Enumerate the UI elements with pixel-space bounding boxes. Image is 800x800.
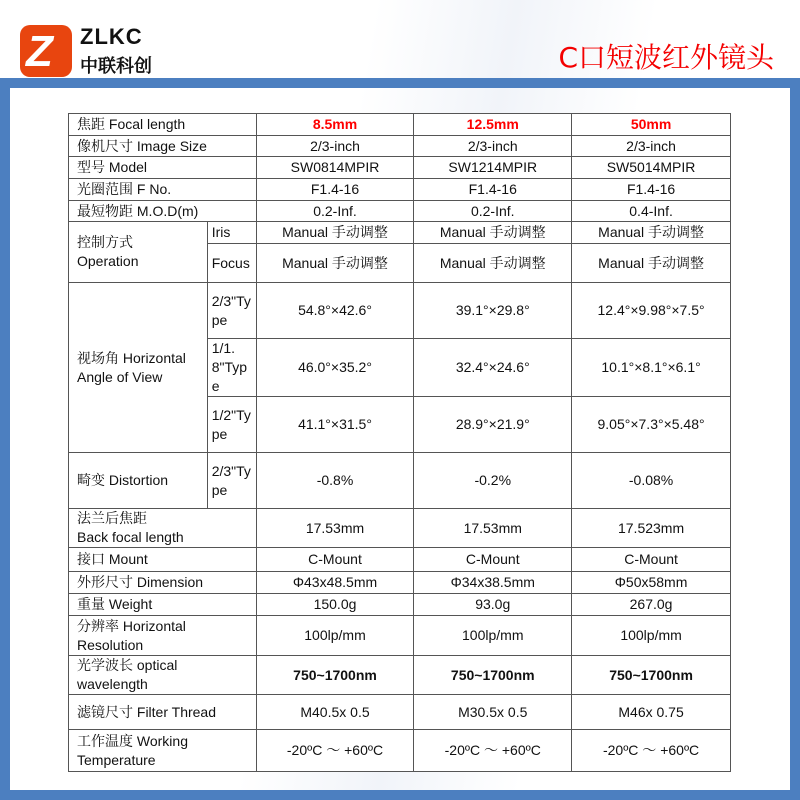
table-row (69, 509, 731, 548)
cell: -0.2% (414, 453, 572, 509)
cell: 100lp/mm (414, 616, 572, 656)
cell: -20ºC ～ +60ºC (572, 730, 731, 772)
logo-en: ZLKC (80, 24, 143, 49)
cell: 28.9°×21.9° (414, 397, 572, 453)
cell: Manual 手动调整 (256, 244, 414, 283)
cell: M46x 0.75 (572, 695, 731, 730)
cell: 150.0g (256, 594, 414, 616)
cell: C-Mount (256, 548, 414, 572)
label-en: Operation (77, 253, 139, 269)
table-row (69, 572, 731, 594)
cell: Φ43x48.5mm (256, 572, 414, 594)
table-row (69, 453, 731, 509)
label-cn: 控制方式 (77, 234, 133, 250)
sub-label: Focus (207, 244, 256, 283)
row-label: 工作温度 Working Temperature (69, 730, 257, 772)
frame-border (790, 78, 800, 800)
cell: 50mm (572, 114, 731, 136)
cell: 17.523mm (572, 509, 731, 548)
cell: 41.1°×31.5° (256, 397, 414, 453)
cell: 0.2-Inf. (414, 201, 572, 222)
cell: SW0814MPIR (256, 157, 414, 179)
row-label (69, 509, 257, 548)
cell: 8.5mm (256, 114, 414, 136)
row-label: 滤镜尺寸 Filter Thread (69, 695, 257, 730)
cell: 267.0g (572, 594, 731, 616)
row-label: 型号 Model (69, 157, 257, 179)
cell: F1.4-16 (414, 179, 572, 201)
cell: -0.8% (256, 453, 414, 509)
row-label: 最短物距 M.O.D(m) (69, 201, 257, 222)
row-label: 畸变 Distortion (69, 453, 208, 509)
cell: 46.0°×35.2° (256, 339, 414, 397)
table-row (69, 201, 731, 222)
sub-label: 2/3"Type (207, 283, 256, 339)
cell: 93.0g (414, 594, 572, 616)
cell: Manual 手动调整 (414, 244, 572, 283)
cell: 9.05°×7.3°×5.48° (572, 397, 731, 453)
row-label (69, 222, 208, 283)
cell: F1.4-16 (572, 179, 731, 201)
cell: SW5014MPIR (572, 157, 731, 179)
cell: C-Mount (414, 548, 572, 572)
cell: F1.4-16 (256, 179, 414, 201)
label-en: Back focal length (77, 529, 184, 545)
sub-label: 2/3"Type (207, 453, 256, 509)
table-row (69, 179, 731, 201)
cell: 12.4°×9.98°×7.5° (572, 283, 731, 339)
row-label: 重量 Weight (69, 594, 257, 616)
cell: -0.08% (572, 453, 731, 509)
table-row (69, 656, 731, 695)
cell: Manual 手动调整 (256, 222, 414, 244)
cell: 0.4-Inf. (572, 201, 731, 222)
row-label: 外形尺寸 Dimension (69, 572, 257, 594)
row-label: 像机尺寸 Image Size (69, 136, 257, 157)
page-title: C口短波红外镜头 (558, 41, 774, 74)
cell: Φ34x38.5mm (414, 572, 572, 594)
cell: C-Mount (572, 548, 731, 572)
cell: 54.8°×42.6° (256, 283, 414, 339)
cell: 32.4°×24.6° (414, 339, 572, 397)
cell: 100lp/mm (572, 616, 731, 656)
table-row (69, 157, 731, 179)
cell: 100lp/mm (256, 616, 414, 656)
table-row (69, 136, 731, 157)
cell: 750~1700nm (256, 656, 414, 695)
cell: 2/3-inch (414, 136, 572, 157)
frame-border (0, 78, 800, 88)
table-row (69, 695, 731, 730)
table-row (69, 114, 731, 136)
table-row (69, 548, 731, 572)
sub-label: 1/1.8"Type (207, 339, 256, 397)
frame-border (0, 78, 10, 800)
table-row (69, 616, 731, 656)
row-label: 光圈范围 F No. (69, 179, 257, 201)
row-label: 分辨率 Horizontal Resolution (69, 616, 257, 656)
logo (20, 24, 152, 78)
cell: 2/3-inch (256, 136, 414, 157)
cell: 39.1°×29.8° (414, 283, 572, 339)
cell: 12.5mm (414, 114, 572, 136)
table-row (69, 730, 731, 772)
row-label: 光学波长 optical wavelength (69, 656, 257, 695)
row-label: 焦距 Focal length (69, 114, 257, 136)
cell: 10.1°×8.1°×6.1° (572, 339, 731, 397)
row-label: 视场角 Horizontal Angle of View (69, 283, 208, 453)
cell: M40.5x 0.5 (256, 695, 414, 730)
spec-table (68, 113, 731, 772)
label-cn: 法兰后焦距 (77, 510, 147, 526)
cell: 0.2-Inf. (256, 201, 414, 222)
logo-cn: 中联科创 (80, 56, 152, 77)
sub-label: 1/2"Type (207, 397, 256, 453)
table-row (69, 594, 731, 616)
sub-label: Iris (207, 222, 256, 244)
cell: Manual 手动调整 (414, 222, 572, 244)
cell: M30.5x 0.5 (414, 695, 572, 730)
cell: Manual 手动调整 (572, 244, 731, 283)
cell: Manual 手动调整 (572, 222, 731, 244)
row-label: 接口 Mount (69, 548, 257, 572)
cell: 750~1700nm (414, 656, 572, 695)
cell: 2/3-inch (572, 136, 731, 157)
cell: -20ºC ～ +60ºC (414, 730, 572, 772)
cell: Φ50x58mm (572, 572, 731, 594)
table-row (69, 222, 731, 244)
cell: -20ºC ～ +60ºC (256, 730, 414, 772)
cell: 17.53mm (414, 509, 572, 548)
cell: SW1214MPIR (414, 157, 572, 179)
cell: 750~1700nm (572, 656, 731, 695)
cell: 17.53mm (256, 509, 414, 548)
table-row (69, 283, 731, 339)
logo-icon: Z (20, 25, 72, 77)
frame-border (0, 790, 800, 800)
